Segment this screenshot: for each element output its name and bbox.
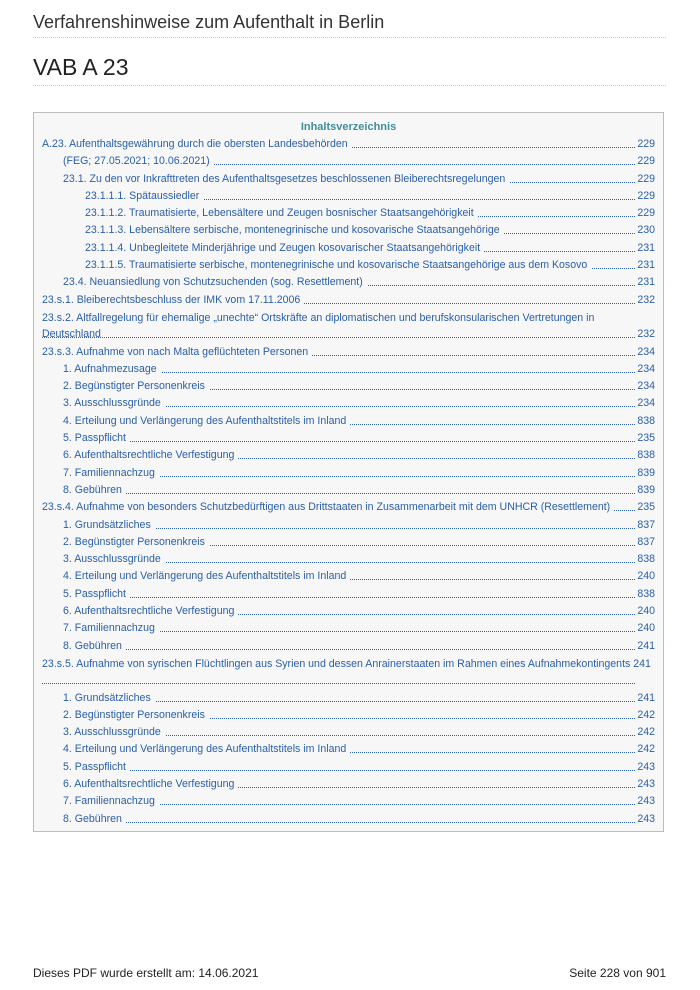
toc-entry-page: 234 (635, 361, 655, 378)
toc-dot-leader (63, 441, 635, 442)
toc-entry-text: 4. Erteilung und Verlängerung des Aufenthaltstitels im Inland (63, 568, 350, 585)
toc-entry-text: 3. Ausschlussgründe (63, 551, 165, 568)
toc-entry-page: 232 (635, 326, 655, 343)
toc-entry-text: 23.4. Neuansiedlung von Schutzsuchenden (sog. Resettlement) (63, 274, 367, 291)
toc-entry-text: 6. Aufenthaltsrechtliche Verfestigung (63, 603, 238, 620)
toc-entry-text: A.23. Aufenthaltsgewährung durch die obersten Landesbehörden (42, 136, 352, 153)
toc-entry[interactable] (34, 793, 663, 810)
toc-entry[interactable] (34, 638, 663, 655)
toc-entry-page: 241 (635, 638, 655, 655)
toc-entry-page: 243 (635, 811, 655, 828)
toc-entry-text: 3. Ausschlussgründe (63, 395, 165, 412)
toc-dot-leader (63, 822, 635, 823)
toc-entry-page: 230 (635, 222, 655, 239)
toc-entry-page: 235 (635, 430, 655, 447)
toc-entry[interactable] (34, 551, 663, 568)
toc-entry-page: 234 (635, 378, 655, 395)
toc-entry-page: 837 (635, 517, 655, 534)
toc-entry-text: 8. Gebühren (63, 811, 126, 828)
toc-entry[interactable] (34, 171, 663, 188)
toc-entry-text: 6. Aufenthaltsrechtliche Verfestigung (63, 447, 238, 464)
toc-entry-page: 234 (635, 395, 655, 412)
header-divider (33, 37, 666, 38)
toc-entry-text: 8. Gebühren (63, 482, 126, 499)
toc-entry-page: 229 (635, 171, 655, 188)
toc-entry[interactable] (34, 759, 663, 776)
toc-entry[interactable] (34, 240, 663, 257)
toc-entry-page: 243 (635, 776, 655, 793)
toc-entry-text: 3. Ausschlussgründe (63, 724, 165, 741)
toc-entry-text: 8. Gebühren (63, 638, 126, 655)
toc-entry-page: 837 (635, 534, 655, 551)
toc-entry-page: 231 (635, 257, 655, 274)
toc-entry-text: 23.s.1. Bleiberechtsbeschluss der IMK vom 17.11.2006 (42, 292, 304, 309)
toc-entry-text: 4. Erteilung und Verlängerung des Aufenthaltstitels im Inland (63, 413, 350, 430)
toc-entry[interactable] (34, 724, 663, 741)
toc-entry-text: 2. Begünstigter Personenkreis (63, 378, 209, 395)
toc-entry-text: 23.s.2. Altfallregelung für ehemalige „unechte“ Ortskräfte an diplomatischen und berufskonsularischen Vertretungen in Deutschland (42, 311, 595, 340)
toc-entry[interactable] (34, 568, 663, 585)
toc-entry[interactable] (34, 690, 663, 707)
toc-entry[interactable] (34, 257, 663, 274)
toc-entry-page: 242 (635, 741, 655, 758)
toc-entry-text: 7. Familiennachzug (63, 620, 159, 637)
toc-dot-leader (42, 683, 635, 684)
toc-entry-text: 7. Familiennachzug (63, 793, 159, 810)
toc-entry[interactable] (34, 205, 663, 222)
toc-entry-page: 231 (635, 240, 655, 257)
toc-list (34, 136, 663, 828)
toc-entry-page: 229 (635, 153, 655, 170)
toc-entry-text: 1. Grundsätzliches (63, 517, 155, 534)
document-title: VAB A 23 (33, 54, 129, 80)
toc-entry-page: 241 (635, 690, 655, 707)
toc-entry-text: 23.s.3. Aufnahme von nach Malta geflüchteten Personen (42, 344, 312, 361)
toc-entry-page: 243 (635, 759, 655, 776)
toc-entry-page: 231 (635, 274, 655, 291)
table-of-contents (33, 112, 664, 832)
toc-entry-text: 5. Passpflicht (63, 759, 130, 776)
toc-entry-page: 839 (635, 465, 655, 482)
toc-entry[interactable] (34, 395, 663, 412)
toc-entry-page: 232 (635, 292, 655, 309)
toc-entry-page: 838 (635, 413, 655, 430)
toc-entry-text: 23.s.5. Aufnahme von syrischen Flüchtlingen aus Syrien und dessen Anrainerstaaten im Rahmen eines Aufnahmekontingents 241 (42, 657, 651, 670)
toc-dot-leader (63, 770, 635, 771)
toc-entry-text: 23.1.1.3. Lebensältere serbische, montenegrinische und kosovarische Staatsangehörige (85, 222, 504, 239)
toc-entry[interactable] (34, 274, 663, 291)
page-header-title: Verfahrenshinweise zum Aufenthalt in Berlin (33, 12, 385, 32)
toc-dot-leader (63, 493, 635, 494)
toc-entry-text: 7. Familiennachzug (63, 465, 159, 482)
toc-entry[interactable] (34, 413, 663, 430)
toc-entry[interactable] (34, 136, 663, 153)
toc-entry-text: 23.1.1.5. Traumatisierte serbische, montenegrinische und kosovarische Staatsangehörige aus dem Kosovo (85, 257, 591, 274)
toc-entry-text: 1. Aufnahmezusage (63, 361, 161, 378)
toc-entry[interactable] (34, 741, 663, 758)
toc-entry-page: 838 (635, 447, 655, 464)
toc-entry-text: 5. Passpflicht (63, 586, 130, 603)
toc-entry-page: 229 (635, 188, 655, 205)
toc-entry-page: 242 (635, 724, 655, 741)
footer-created-date: Dieses PDF wurde erstellt am: 14.06.2021 (33, 966, 259, 980)
toc-entry-text: (FEG; 27.05.2021; 10.06.2021) (63, 153, 214, 170)
toc-entry-text: 23.s.4. Aufnahme von besonders Schutzbedürftigen aus Drittstaaten in Zusammenarbeit mit dem UNHCR (Resettlement) (42, 499, 614, 516)
toc-entry[interactable] (34, 620, 663, 637)
toc-entry-page: 242 (635, 707, 655, 724)
toc-entry[interactable] (34, 344, 663, 361)
toc-entry[interactable] (34, 499, 663, 516)
toc-entry[interactable] (34, 361, 663, 378)
toc-entry[interactable] (34, 586, 663, 603)
toc-entry[interactable] (34, 447, 663, 464)
toc-entry-text: 23.1.1.2. Traumatisierte, Lebensältere und Zeugen bosnischer Staatsangehörigkeit (85, 205, 478, 222)
toc-entry-page: 839 (635, 482, 655, 499)
toc-entry[interactable] (34, 153, 663, 170)
toc-entry[interactable] (34, 655, 663, 690)
toc-heading: Inhaltsverzeichnis (300, 121, 397, 133)
toc-entry[interactable] (34, 292, 663, 309)
toc-entry[interactable] (34, 517, 663, 534)
toc-dot-leader (63, 649, 635, 650)
toc-entry[interactable] (34, 707, 663, 724)
toc-entry[interactable] (34, 222, 663, 239)
toc-entry-page: 229 (635, 136, 655, 153)
toc-entry-page: 234 (635, 344, 655, 361)
toc-entry-text: 2. Begünstigter Personenkreis (63, 534, 209, 551)
footer-page-number: Seite 228 von 901 (569, 966, 666, 980)
toc-entry[interactable] (34, 776, 663, 793)
toc-entry-text: 23.1.1.1. Spätaussiedler (85, 188, 203, 205)
toc-entry-page: 240 (635, 603, 655, 620)
toc-entry-page: 838 (635, 551, 655, 568)
toc-entry-page: 229 (635, 205, 655, 222)
toc-entry[interactable] (34, 465, 663, 482)
toc-entry-text: 23.1.1.4. Unbegleitete Minderjährige und Zeugen kosovarischer Staatsangehörigkeit (85, 240, 484, 257)
toc-entry[interactable] (34, 811, 663, 828)
toc-dot-leader (63, 597, 635, 598)
toc-entry[interactable] (34, 534, 663, 551)
toc-entry-text: 23.1. Zu den vor Inkrafttreten des Aufenthaltsgesetzes beschlossenen Bleiberechtsregelungen (63, 171, 509, 188)
toc-entry-text: 5. Passpflicht (63, 430, 130, 447)
toc-entry-text: 1. Grundsätzliches (63, 690, 155, 707)
toc-entry[interactable] (34, 603, 663, 620)
toc-entry-text: 2. Begünstigter Personenkreis (63, 707, 209, 724)
toc-entry-text: 4. Erteilung und Verlängerung des Aufenthaltstitels im Inland (63, 741, 350, 758)
toc-entry[interactable] (34, 430, 663, 447)
toc-entry[interactable] (34, 482, 663, 499)
title-divider (33, 85, 666, 86)
toc-entry-text: 6. Aufenthaltsrechtliche Verfestigung (63, 776, 238, 793)
toc-entry-page: 243 (635, 793, 655, 810)
toc-entry-page: 838 (635, 586, 655, 603)
toc-entry-page: 240 (635, 568, 655, 585)
toc-entry-page: 235 (635, 499, 655, 516)
toc-entry[interactable] (34, 309, 663, 344)
toc-entry-page: 240 (635, 620, 655, 637)
toc-entry[interactable] (34, 188, 663, 205)
toc-entry[interactable] (34, 378, 663, 395)
